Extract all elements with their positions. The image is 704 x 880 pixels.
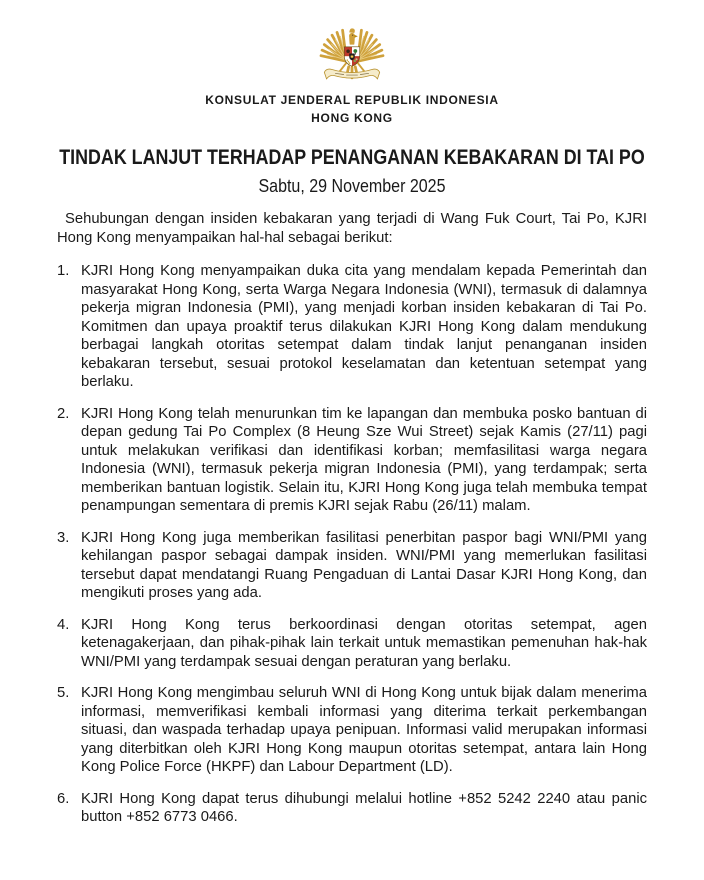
org-name-line1: KONSULAT JENDERAL REPUBLIK INDONESIA: [205, 93, 499, 107]
crest: [349, 28, 355, 33]
eye: [352, 35, 353, 36]
list-item: [57, 405, 647, 516]
document-title: TINDAK LANJUT TERHADAP PENANGANAN KEBAKARAN DI TAI PO: [59, 146, 645, 169]
list-item: [57, 684, 647, 777]
list-item: [57, 616, 647, 672]
item-text: KJRI Hong Kong juga memberikan fasilitasi penerbitan paspor bagi WNI/PMI yang kehilangan paspor sebagai dampak insiden. WNI/PMI yang memerlukan fasilitasi tersebut dapat mendatangi Ruang Pengaduan di Lantai Dasar KJRI Hong Kong, dan mengikuti proses yang ada.: [81, 529, 647, 601]
list-item: [57, 529, 647, 603]
org-name-line2: HONG KONG: [311, 111, 393, 125]
item-number: 4.: [57, 616, 70, 633]
item-text: KJRI Hong Kong menyampaikan duka cita yang mendalam kepada Pemerintah dan masyarakat Hong Kong, serta Warga Negara Indonesia (WNI), termasuk di dalamnya pekerja migran Indonesia (PMI), yang menjadi korban insiden kebakaran di Tai Po. Komitmen dan upaya proaktif terus dilakukan KJRI Hong Kong dalam mendukung berbagai langkah otoritas setempat dalam tindak lanjut penanganan insiden kebakaran tersebut, sesuai protokol keselamatan dan ketentuan setempat yang berlaku.: [81, 263, 647, 390]
item-number: 5.: [57, 685, 70, 701]
item-text: KJRI Hong Kong telah menurunkan tim ke lapangan dan membuka posko bantuan di depan gedung Tai Po Complex (8 Heung Sze Wui Street) sejak Kamis (27/11) pagi untuk melakukan verifikasi dan identifikasi korban; memfasilitasi warga negara Indonesia (WNI), termasuk pekerja migran Indonesia (PMI), yang terdampak; serta memberikan bantuan logistik. Selain itu, KJRI Hong Kong juga telah membuka tempat penampungan sementara di premis KJRI sejak Rabu (26/11) malam.: [81, 405, 647, 514]
document-date: Sabtu, 29 November 2025: [258, 176, 446, 196]
intro-paragraph: Sehubungan dengan insiden kebakaran yang terjadi di Wang Fuk Court, Tai Po, KJRI Hong Kong menyampaikan hal-hal sebagai berikut:: [57, 211, 647, 246]
list-item: [57, 790, 647, 827]
item-text: KJRI Hong Kong dapat terus dihubungi melalui hotline +852 5242 2240 atau panic button +852 6773 0466.: [81, 790, 647, 825]
beak: [354, 35, 357, 38]
document-body: [0, 210, 704, 827]
garuda-pancasila-emblem: [318, 28, 386, 90]
item-number: 3.: [57, 529, 70, 546]
letterhead: [0, 28, 704, 125]
item-number: 1.: [57, 263, 70, 279]
item-number: 2.: [57, 405, 70, 422]
item-text: KJRI Hong Kong terus berkoordinasi dengan otoritas setempat, agen ketenagakerjaan, dan pihak-pihak lain terkait untuk memastikan pemenuhan hak-hak WNI/PMI yang terdampak sesuai dengan peraturan yang berlaku.: [81, 616, 647, 670]
head: [349, 33, 355, 39]
item-text: KJRI Hong Kong mengimbau seluruh WNI di Hong Kong untuk bijak dalam menerima informasi, memverifikasi kembali informasi yang diterima terkait perkembangan situasi, dan waspada terhadap upaya penipuan. Informasi valid merupakan informasi yang diterbitkan oleh KJRI Hong Kong maupun otoritas setempat, antara lain Hong Kong Police Force (HKPF) dan Labour Department (LD).: [81, 685, 647, 775]
list-item: [57, 262, 647, 392]
numbered-list: [57, 262, 647, 827]
item-number: 6.: [57, 790, 70, 807]
